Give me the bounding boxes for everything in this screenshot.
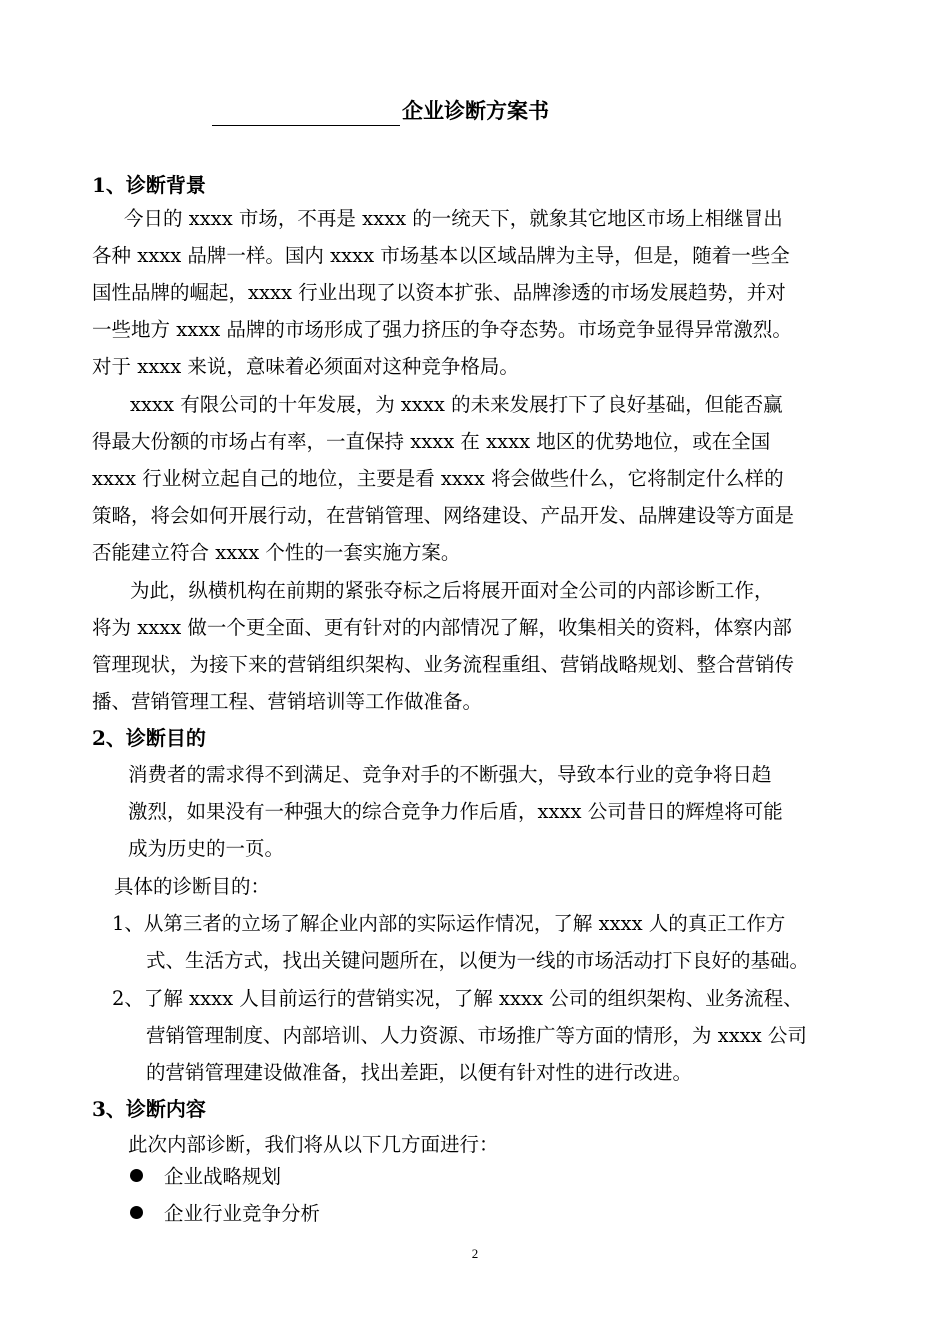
- bullet-item: 企业战略规划: [164, 1165, 282, 1188]
- page-number: 2: [471, 1246, 479, 1261]
- section-heading-background: 1、诊断背景: [92, 173, 206, 197]
- section-heading-content: 3、诊断内容: [92, 1097, 206, 1121]
- bullet-item: 企业行业竞争分析: [164, 1202, 321, 1225]
- paragraph-line: xxxx 行业树立起自己的地位，主要是看 xxxx 将会做些什么，它将制定什么样的: [92, 467, 784, 490]
- document-title: [212, 96, 772, 126]
- paragraph-line: xxxx 有限公司的十年发展，为 xxxx 的未来发展打下了良好基础，但能否赢: [130, 393, 783, 416]
- paragraph-line: 国性品牌的崛起，xxxx 行业出现了以资本扩张、品牌渗透的市场发展趋势，并对: [92, 281, 786, 304]
- numbered-item-line: 1、从第三者的立场了解企业内部的实际运作情况，了解 xxxx 人的真正工作方: [112, 912, 786, 935]
- paragraph-line: 播、营销管理工程、营销培训等工作做准备。: [92, 690, 483, 713]
- paragraph-line: 各种 xxxx 品牌一样。国内 xxxx 市场基本以区域品牌为主导，但是，随着一些全: [92, 244, 790, 267]
- title-blank-line: [212, 103, 400, 126]
- bullet-icon: [130, 1206, 143, 1219]
- paragraph-line: 一些地方 xxxx 品牌的市场形成了强力挤压的争夺态势。市场竞争显得异常激烈。: [92, 318, 792, 341]
- paragraph-line: 将为 xxxx 做一个更全面、更有针对的内部情况了解，收集相关的资料，体察内部: [92, 616, 792, 639]
- numbered-item-line: 营销管理制度、内部培训、人力资源、市场推广等方面的情形，为 xxxx 公司: [146, 1024, 807, 1047]
- paragraph-line: 对于 xxxx 来说，意味着必须面对这种竞争格局。: [92, 355, 519, 378]
- subheading: 具体的诊断目的：: [114, 875, 271, 898]
- paragraph-line: 此次内部诊断，我们将从以下几方面进行：: [128, 1133, 499, 1156]
- paragraph-line: 否能建立符合 xxxx 个性的一套实施方案。: [92, 541, 461, 564]
- paragraph-line: 成为历史的一页。: [128, 837, 285, 860]
- paragraph-line: 策略，将会如何开展行动，在营销管理、网络建设、产品开发、品牌建设等方面是: [92, 504, 795, 527]
- numbered-item-line: 式、生活方式，找出关键问题所在，以便为一线的市场活动打下良好的基础。: [146, 949, 810, 972]
- bullet-icon: [130, 1169, 143, 1182]
- paragraph-line: 管理现状，为接下来的营销组织架构、业务流程重组、营销战略规划、整合营销传: [92, 653, 795, 676]
- numbered-item-line: 2、了解 xxxx 人目前运行的营销实况，了解 xxxx 公司的组织架构、业务流程、: [112, 987, 803, 1010]
- title-text: 企业诊断方案书: [402, 98, 549, 123]
- paragraph-line: 为此，纵横机构在前期的紧张夺标之后将展开面对全公司的内部诊断工作，: [130, 579, 774, 602]
- paragraph-line: 今日的 xxxx 市场，不再是 xxxx 的一统天下，就象其它地区市场上相继冒出: [124, 207, 783, 230]
- paragraph-line: 消费者的需求得不到满足、竞争对手的不断强大，导致本行业的竞争将日趋: [128, 763, 772, 786]
- paragraph-line: 激烈，如果没有一种强大的综合竞争力作后盾，xxxx 公司昔日的辉煌将可能: [128, 800, 783, 823]
- numbered-item-line: 的营销管理建设做准备，找出差距，以便有针对性的进行改进。: [146, 1061, 693, 1084]
- paragraph-line: 得最大份额的市场占有率，一直保持 xxxx 在 xxxx 地区的优势地位，或在全国: [92, 430, 771, 453]
- section-heading-purpose: 2、诊断目的: [92, 726, 206, 750]
